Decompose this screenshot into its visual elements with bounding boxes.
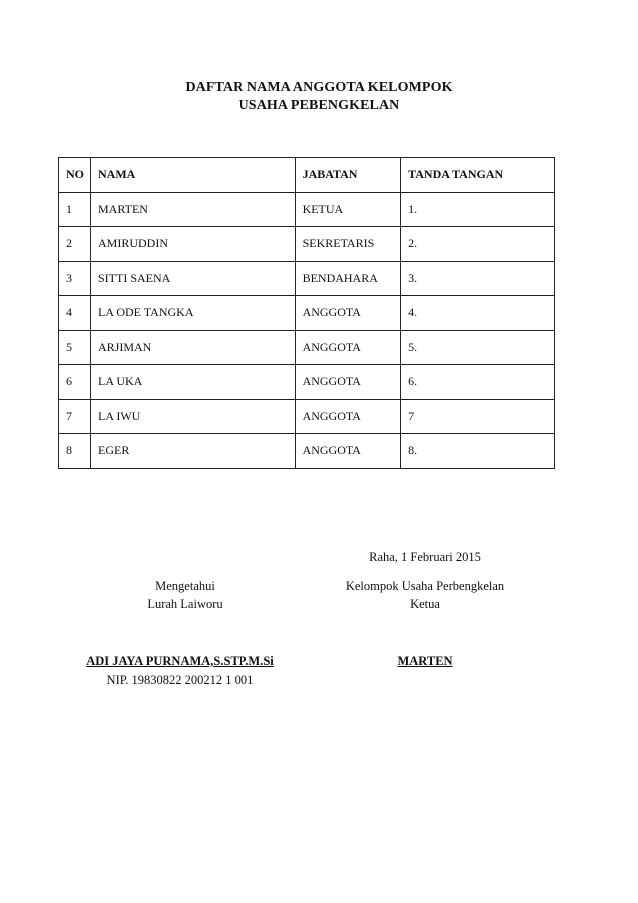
document-subtitle: USAHA PEBENGKELAN (238, 98, 400, 113)
approver-signature (60, 652, 300, 690)
header-jabatan: JABATAN (295, 158, 401, 193)
cell-nama: SITTI SAENA (91, 261, 296, 296)
table-header-row (59, 158, 555, 193)
cell-tanda-tangan: 3. (401, 261, 555, 296)
cell-jabatan: ANGGOTA (295, 399, 401, 434)
cell-jabatan: ANGGOTA (295, 296, 401, 331)
chair-name: MARTEN (397, 654, 453, 668)
approver-name: ADI JAYA PURNAMA,S.STP.M.Si (86, 654, 274, 668)
cell-jabatan: ANGGOTA (295, 434, 401, 469)
cell-tanda-tangan: 8. (401, 434, 555, 469)
cell-nama: AMIRUDDIN (91, 227, 296, 262)
cell-jabatan: BENDAHARA (295, 261, 401, 296)
cell-tanda-tangan: 6. (401, 365, 555, 400)
document-title: DAFTAR NAMA ANGGOTA KELOMPOK (185, 80, 453, 95)
table-row (59, 434, 555, 469)
cell-nama: LA ODE TANGKA (91, 296, 296, 331)
approver-title: Lurah Laiworu (147, 597, 223, 611)
cell-no: 1 (59, 192, 91, 227)
cell-nama: EGER (91, 434, 296, 469)
approver-nip: NIP. 19830822 200212 1 001 (106, 673, 254, 687)
place-date: Raha, 1 Februari 2015 (369, 550, 481, 564)
cell-jabatan: ANGGOTA (295, 365, 401, 400)
cell-tanda-tangan: 7 (401, 399, 555, 434)
chair-signature (320, 652, 530, 671)
header-nama: NAMA (91, 158, 296, 193)
group-block (318, 577, 532, 613)
table-row (59, 261, 555, 296)
cell-tanda-tangan: 4. (401, 296, 555, 331)
cell-no: 2 (59, 227, 91, 262)
cell-tanda-tangan: 1. (401, 192, 555, 227)
cell-nama: MARTEN (91, 192, 296, 227)
cell-jabatan: KETUA (295, 192, 401, 227)
header-tanda-tangan: TANDA TANGAN (401, 158, 555, 193)
cell-no: 3 (59, 261, 91, 296)
cell-no: 5 (59, 330, 91, 365)
table-row (59, 296, 555, 331)
cell-tanda-tangan: 2. (401, 227, 555, 262)
cell-no: 6 (59, 365, 91, 400)
table-row (59, 227, 555, 262)
cell-no: 8 (59, 434, 91, 469)
cell-jabatan: SEKRETARIS (295, 227, 401, 262)
table-row (59, 399, 555, 434)
cell-nama: LA IWU (91, 399, 296, 434)
approval-label: Mengetahui (155, 579, 215, 593)
cell-jabatan: ANGGOTA (295, 330, 401, 365)
table-row (59, 192, 555, 227)
cell-nama: LA UKA (91, 365, 296, 400)
header-no: NO (59, 158, 91, 193)
cell-no: 7 (59, 399, 91, 434)
cell-tanda-tangan: 5. (401, 330, 555, 365)
member-table (58, 157, 555, 469)
group-position: Ketua (410, 597, 440, 611)
group-name: Kelompok Usaha Perbengkelan (345, 579, 505, 593)
approval-block (90, 577, 280, 613)
cell-nama: ARJIMAN (91, 330, 296, 365)
table-row (59, 365, 555, 400)
table-row (59, 330, 555, 365)
cell-no: 4 (59, 296, 91, 331)
